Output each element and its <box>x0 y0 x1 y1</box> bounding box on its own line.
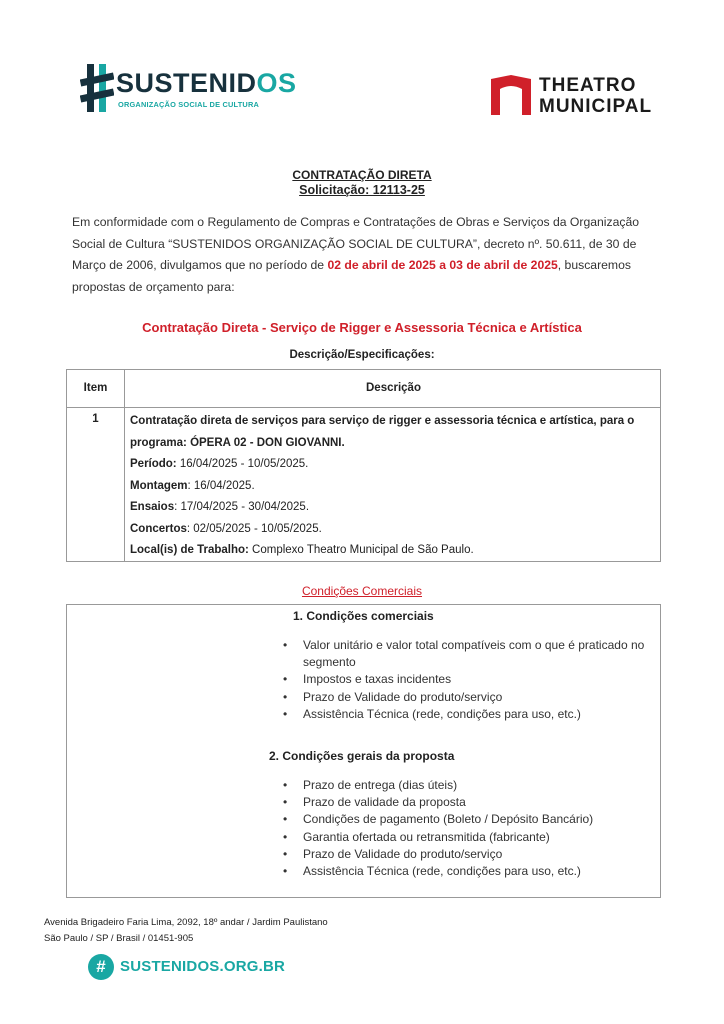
specs-title: Descrição/Especificações: <box>289 349 435 361</box>
section-heading: 2. Condições gerais da proposta <box>269 749 455 763</box>
footer-address: Avenida Brigadeiro Faria Lima, 2092, 18º andar / Jardim Paulistano <box>44 917 328 928</box>
footer-city: São Paulo / SP / Brasil / 01451-905 <box>44 933 194 944</box>
spec-table <box>66 369 661 562</box>
hash-logo-icon <box>80 62 114 114</box>
conditions-box <box>66 604 661 898</box>
column-header-item: Item <box>83 382 108 394</box>
table-divider <box>67 407 660 408</box>
list-item: • Condições de pagamento (Boleto / Depósito Bancário) <box>283 811 651 828</box>
list-item: • Prazo de entrega (dias úteis) <box>283 777 651 794</box>
service-title: Contratação Direta - Serviço de Rigger e Assessoria Técnica e Artística <box>142 320 582 335</box>
proposal-conditions-list <box>283 777 651 880</box>
list-item: • Valor unitário e valor total compatíveis com o que é praticado no segmento <box>283 637 651 671</box>
list-item: • Prazo de validade da proposta <box>283 794 651 811</box>
municipal-text: MUNICIPAL <box>539 96 653 117</box>
section-heading: 1. Condições comerciais <box>293 609 434 623</box>
theatro-text: THEATRO <box>539 75 637 96</box>
list-item: • Assistência Técnica (rede, condições para uso, etc.) <box>283 863 651 880</box>
period-highlight: 02 de abril de 2025 a 03 de abril de 2025 <box>327 258 558 272</box>
list-item: • Garantia ofertada ou retransmitida (fabricante) <box>283 829 651 846</box>
sustenidos-wordmark: SUSTENIDOS <box>116 68 297 98</box>
sustenidos-tagline: ORGANIZAÇÃO SOCIAL DE CULTURA <box>118 100 260 109</box>
conditions-title: Condições Comerciais <box>301 584 423 598</box>
commercial-conditions-list <box>283 637 651 723</box>
table-divider <box>124 370 125 561</box>
website-link[interactable]: SUSTENIDOS.ORG.BR <box>120 958 286 975</box>
document-title: CONTRATAÇÃO DIRETA <box>292 168 432 182</box>
list-item: • Prazo de Validade do produto/serviço <box>283 846 651 863</box>
request-number: Solicitação: 12113-25 <box>299 183 425 197</box>
list-item: • Impostos e taxas incidentes <box>283 671 651 688</box>
item-number: 1 <box>92 413 99 425</box>
intro-paragraph: Em conformidade com o Regulamento de Compras e Contratações de Obras e Serviços da Organização Social de Cultura “SUSTENIDOS ORGANIZAÇÃO SOCIAL DE CULTURA”, decreto nº. 50.611, de 30 de Março de 2006, divulgamos que no período de 02 de abril de 2025 a 03 de abril de 2025, buscaremos propostas de orçamento para: <box>72 215 640 294</box>
theatro-arch-icon <box>489 73 533 117</box>
item-description: Contratação direta de serviços para serviço de rigger e assessoria técnica e artística, para o programa: ÓPERA 02 - DON GIOVANNI. Período: 16/04/2025 - 10/05/2025. Montagem: 16/04/2025. Ensaios: 17/04/2025 - 30/04/2025. Concertos: 02/05/2025 - 10/05/2025. Local(is) de Trabalho: Complexo Theatro Municipal de São Paulo. <box>130 415 635 556</box>
list-item: • Assistência Técnica (rede, condições para uso, etc.) <box>283 706 651 723</box>
hash-circle-icon: # <box>88 954 114 980</box>
column-header-description: Descrição <box>366 382 421 394</box>
list-item: • Prazo de Validade do produto/serviço <box>283 689 651 706</box>
sustenidos-logo <box>80 62 297 118</box>
footer-website[interactable] <box>88 954 286 980</box>
theatro-municipal-logo <box>489 73 659 121</box>
